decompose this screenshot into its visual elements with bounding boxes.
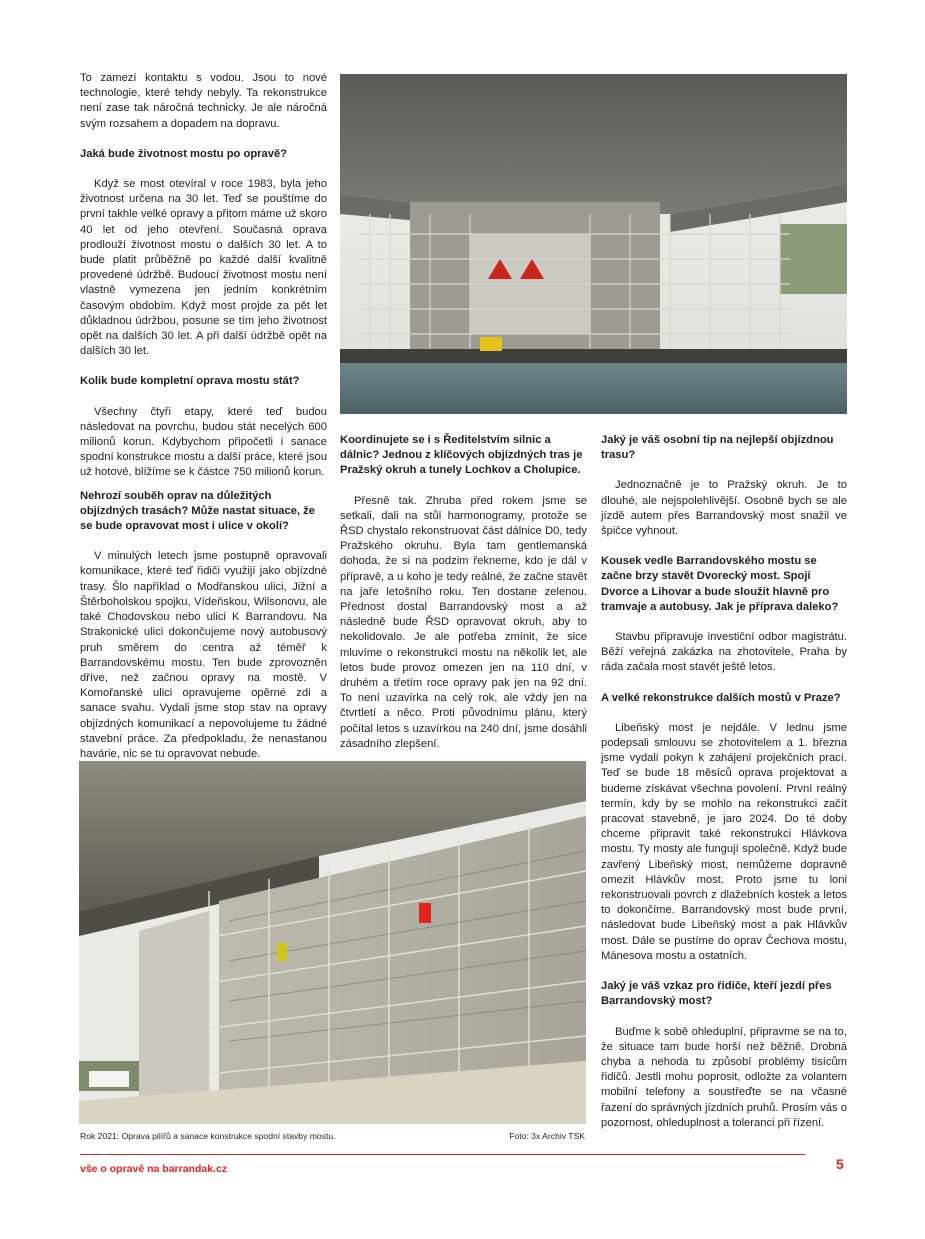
photo-credit: Foto: 3x Archiv TSK xyxy=(509,1131,585,1141)
question-heading: Jaký je váš osobní tip na nejlepší objízdnou trasu? xyxy=(601,434,834,462)
question-heading: Kolik bude kompletní oprava mostu stát? xyxy=(80,375,300,388)
paragraph: Stavbu připravuje investiční odbor magistrátu. Běží veřejná zakázka na zhotovitele, Praha by ráda začala most stavět ještě letos. xyxy=(601,631,847,674)
footer-divider xyxy=(80,1154,805,1155)
paragraph: Když se most otevíral v roce 1983, byla jeho životnost určena na 30 let. Teď se pouštíme do první takhle velké opravy a přitom máme už skoro 40 let od jeho otevření. Současná oprava prodlouží životnost mostu o dalších 30 let. A to bude platit průběžně po každé další kvalitně provedené údržbě. Budoucí životnost mostu není vlastně vymezena jen jedním konkrétním časovým obdobím. Když most projde za pět let důkladnou údržbou, posune se tím jeho životnost opět na dalších 30 let. A při další údržbě opět na dalších 30 let. xyxy=(80,178,327,358)
footer-site-link: vše o opravě na barrandak.cz xyxy=(80,1163,228,1175)
paragraph: Libeňský most je nejdále. V lednu jsme podepsali smlouvu se zhotovitelem a 1. března jsme vydali pokyn k zahájení projekčních prací. Teď se bude 18 měsíců oprava projektovat a budeme získávat všechna povolení. První reálný termín, kdy by se mohlo na rekonstrukci začít pracovat stavebně, je jaro 2024. Do té doby chceme připravit také rekonstrukci Hlávkova mostu. Ty mosty ale fungují společně. Když bude zavřený Libeňský most, nemůžeme dopravně omezit Hlávkův most. Proto jsme tu loni rekonstruovali povrch z dlažebních kostek a letos to dokončíme. Barrandovský most bude první, následovat bude Libeňský most a pak Hlávkův most. Dále se pustíme do oprav Čechova mostu, Mánesova mostu a ostatních. xyxy=(601,721,847,962)
bridge-repair-photo-top xyxy=(340,74,847,414)
article-column-1 xyxy=(80,71,327,762)
question-heading: Jaký je váš vzkaz pro řidiče, kteří jezdí přes Barrandovský most? xyxy=(601,980,832,1008)
article-column-2 xyxy=(340,433,587,752)
article-column-3 xyxy=(601,433,847,1131)
paragraph: Všechny čtyři etapy, které teď budou následovat na povrchu, budou stát necelých 600 milionů korun. Kdybychom připočetli i sanace spodní konstrukce mostu a další práce, které jsou už hotové, blížíme se k částce 750 milionů korun. xyxy=(80,405,327,479)
paragraph: Buďme k sobě ohleduplní, připravme se na to, že situace tam bude horší než běžně. Drobná chyba a nehoda tu způsobí problémy tisícům řidičů. Jestli mohu poprosit, odložte za volantem mobilní telefony a soustřeďte se na včasné řazení do správných jízdních pruhů. Prosím vás o pozornost, ohleduplnost a toleranci při řízení. xyxy=(601,1025,847,1129)
question-heading: Jaká bude životnost mostu po opravě? xyxy=(80,147,288,160)
paragraph: To zamezí kontaktu s vodou. Jsou to nové technologie, které tehdy nebyly. Ta rekonstrukce není zase tak náročná technicky. Je ale náročná svým rozsahem a dopadem na dopravu. xyxy=(80,72,327,130)
bridge-repair-photo-bottom xyxy=(79,761,586,1124)
question-heading: Koordinujete se i s Ředitelstvím silnic a dálnic? Jednou z klíčových objízdných tras je Pražský okruh a tunely Lochkov a Cholupice. xyxy=(340,434,583,477)
paragraph: Jednoznačně je to Pražský okruh. Je to dlouhé, ale nejspolehlivější. Osobně bych se ale jízdě autem přes Barrandovský most snažil ve špičce vyhnout. xyxy=(601,479,847,538)
question-heading: Kousek vedle Barrandovského mostu se začne brzy stavět Dvorecký most. Spojí Dvorce a Lihovar a bude sloužit hlavně pro tramvaje a autobusy. Jak je příprava daleko? xyxy=(601,555,839,613)
paragraph: V minulých letech jsme postupně opravovali komunikace, které teď řidiči využijí jako objízdné trasy. Šlo například o Modřanskou ulici, Jižní a Štěrboholskou spojku, Vídeňskou, Wilsonovu, ale také Chodovskou nebo ulici K Barrandovu. Na Strakonické ulici dokončujeme nový autobusový pruh směrem do centra až téměř k Barrandovskému mostu. Ten bude zprovozněn dříve, než začnou opravy na mostě. V Komořanské ulici opravujeme opěrné zdi a sanace svahu. Vydali jsme stop stav na opravy objízdných komunikací a nepovolujeme tu žádné stavební práce. Za předpokladu, že nenastanou havárie, nic se tu opravovat nebude. xyxy=(80,550,327,760)
photo-caption: Rok 2021: Oprava pilířů a sanace konstrukce spodní stavby mostu. xyxy=(80,1131,336,1141)
question-heading: A velké rekonstrukce dalších mostů v Praze? xyxy=(601,691,841,704)
page-number: 5 xyxy=(836,1156,844,1172)
question-heading: Nehrozí souběh oprav na důležitých objízdných trasách? Může nastat situace, že se bude opravovat most i ulice v okolí? xyxy=(80,489,315,533)
paragraph: Přesně tak. Zhruba před rokem jsme se setkali, dali na stůl harmonogramy, protože se ŘSD chystalo rekonstruovat část dálnice D0, tedy Pražského okruhu. Byla tam gentlemanská dohoda, že si na podzim řekneme, kdo je dál v přípravě, a u koho je tedy reálné, že začne stavět na jaře letošního roku. Ten dostane zelenou. Přednost dostal Barrandovský most a až následně bude ŘSD opravovat okruh, aby to nekolidovalo. Je ale potřeba zmínit, že sice mluvíme o rekonstrukci mostu na několik let, ale letos bude provoz omezen jen na 110 dní, v druhém a třetím roce opravy pak jen na 92 dní. To není uzavírka na celý rok, ale vždy jen na čtvrtletí a něco. Proti původnímu plánu, který počítal letos s uzavírkou na 240 dní, jsme dosáhli zásadního zlepšení. xyxy=(340,494,587,750)
